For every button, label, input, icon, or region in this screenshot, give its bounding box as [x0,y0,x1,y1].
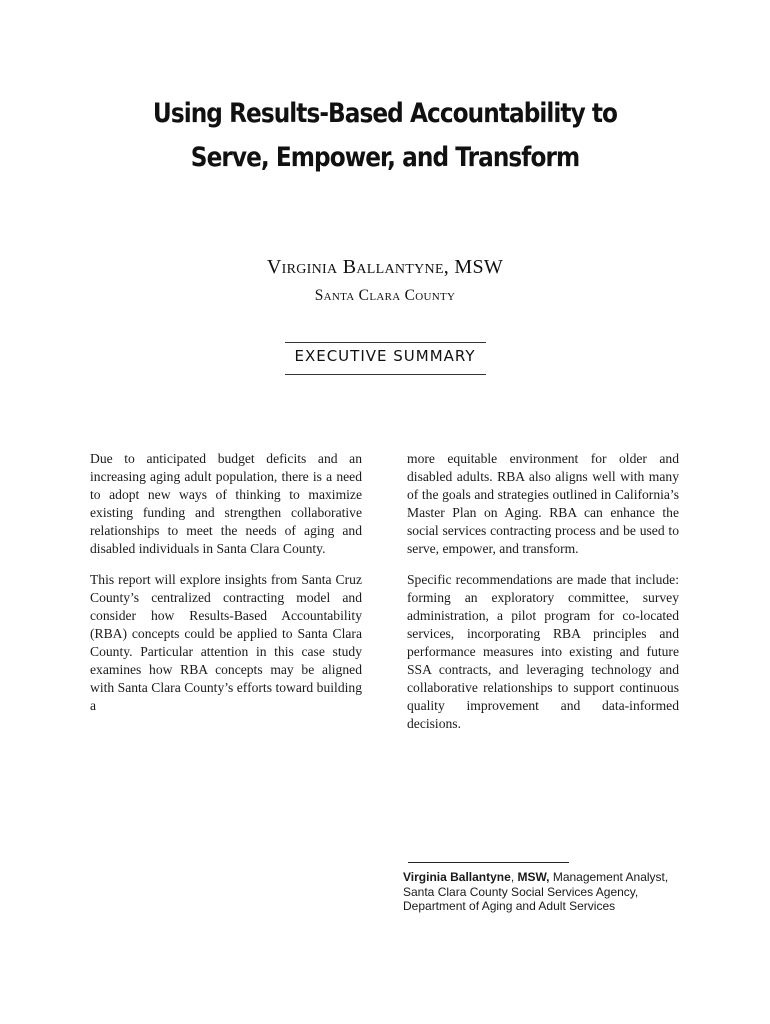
right-column [407,450,679,746]
footnote-separator: , [510,870,518,884]
document-title [54,92,716,180]
author-affiliation: Santa Clara County [314,287,456,304]
footnote-credential: MSW, [517,870,550,884]
title-line-2: Serve, Empower, and Transform [190,142,580,173]
author-name: Virginia Ballantyne, MSW [266,256,504,278]
left-column [90,450,362,728]
paragraph: Due to anticipated budget deficits and an increasing aging adult population, there is a need to adopt new ways of thinking to maximize existing funding and strengthen collaborative relationships to meet the needs of aging and disabled individuals in Santa Clara County. [90,451,362,556]
footnote-role: Management Analyst, Santa Clara County Social Services Agency, Department of Aging and Adult Services [403,870,669,913]
heading-rule-bottom [285,374,486,375]
paragraph: This report will explore insights from Santa Cruz County’s centralized contracting model and consider how Results-Based Accountability (RBA) concepts could be applied to Santa Clara County. Particular attention in this case study examines how RBA concepts may be aligned with Santa Clara County’s efforts toward building a [90,572,362,713]
footnote-rule [408,862,569,863]
section-heading: EXECUTIVE SUMMARY [294,347,476,365]
footnote-author-name: Virginia Ballantyne [403,870,511,884]
paragraph: Specific recommendations are made that include: forming an exploratory committee, survey administration, a pilot program for co-located services, incorporating RBA principles and performance measures into existing and future SSA contracts, and leveraging technology and collaborative relationships to support continuous quality improvement and data-informed decisions. [407,572,679,731]
paragraph: more equitable environment for older and disabled adults. RBA also aligns well with many of the goals and strategies outlined in California’s Master Plan on Aging. RBA can enhance the social services contracting process and be used to serve, empower, and transform. [407,451,679,556]
author-footnote [403,870,673,914]
title-line-1: Using Results-Based Accountability to [152,98,618,129]
heading-rule-top [285,342,486,343]
